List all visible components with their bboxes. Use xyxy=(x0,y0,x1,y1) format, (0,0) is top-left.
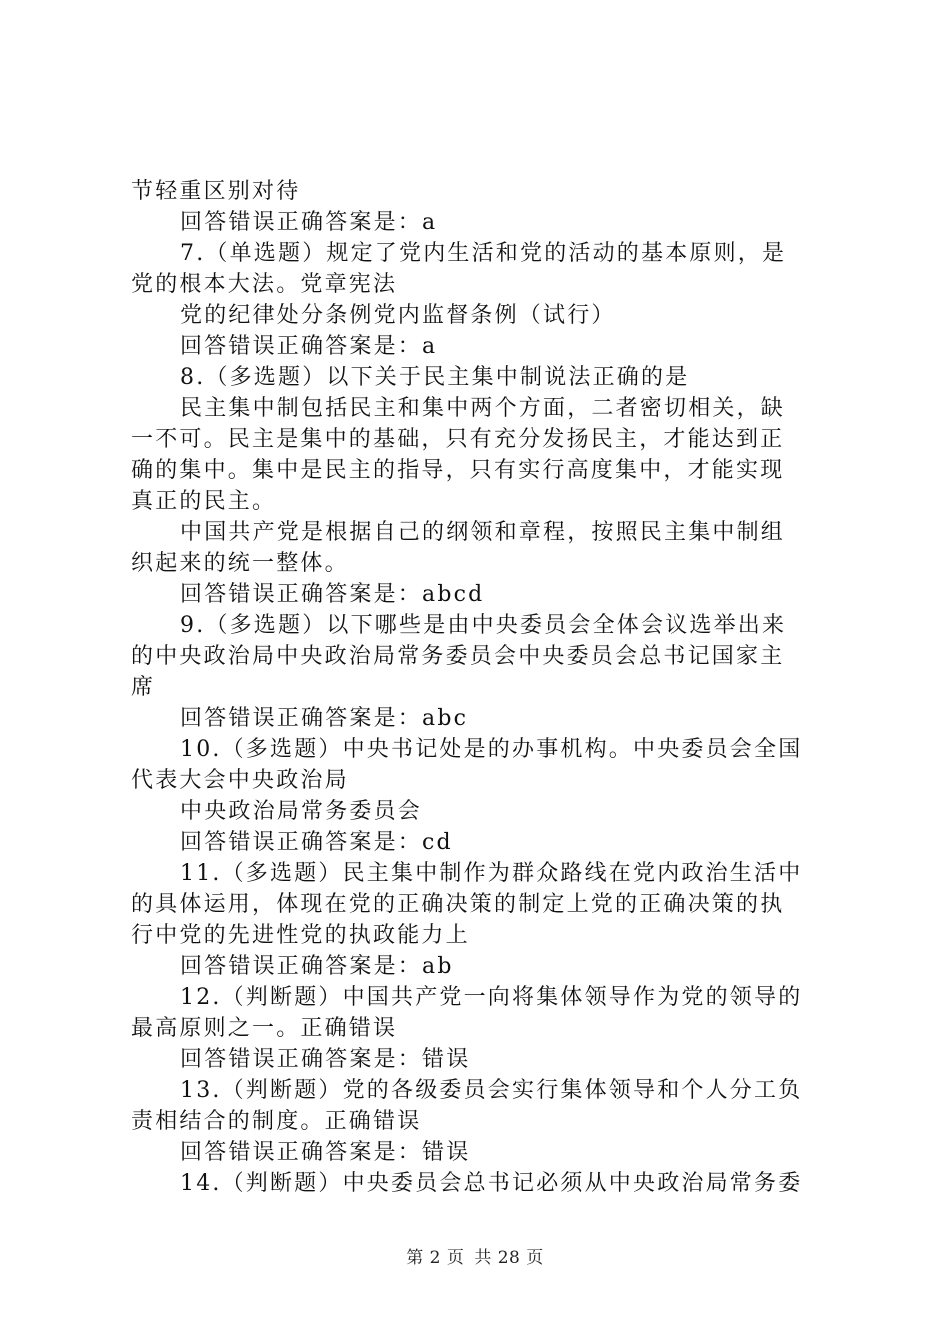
text-line: 回答错误正确答案是：错误 xyxy=(180,1047,471,1072)
text-line: 回答错误正确答案是：abc xyxy=(180,706,469,731)
page-footer xyxy=(0,1243,950,1268)
text-line: 回答错误正确答案是：a xyxy=(180,210,438,235)
text-line: 13.（判断题）党的各级委员会实行集体领导和个人分工负 xyxy=(180,1078,803,1103)
text-line: 织起来的统一整体。 xyxy=(131,551,349,576)
page-total: 共 28 页 xyxy=(474,1248,544,1268)
text-line: 回答错误正确答案是：abcd xyxy=(180,582,485,607)
text-line: 回答错误正确答案是：a xyxy=(180,334,438,359)
text-line: 回答错误正确答案是：cd xyxy=(180,830,453,855)
text-line: 责相结合的制度。正确错误 xyxy=(131,1109,422,1134)
text-line: 回答错误正确答案是：错误 xyxy=(180,1140,471,1165)
text-line: 7.（单选题）规定了党内生活和党的活动的基本原则，是 xyxy=(180,241,787,266)
text-line: 一不可。民主是集中的基础，只有充分发扬民主，才能达到正 xyxy=(131,427,785,452)
text-line: 真正的民主。 xyxy=(131,489,277,514)
text-line: 12.（判断题）中国共产党一向将集体领导作为党的领导的 xyxy=(180,985,803,1010)
text-line: 8.（多选题）以下关于民主集中制说法正确的是 xyxy=(180,365,690,390)
document-body xyxy=(131,176,831,1199)
text-line: 中央政治局常务委员会 xyxy=(180,799,423,824)
text-line: 民主集中制包括民主和集中两个方面，二者密切相关，缺 xyxy=(180,396,786,421)
text-line: 11.（多选题）民主集中制作为群众路线在党内政治生活中 xyxy=(180,861,803,886)
text-line: 最高原则之一。正确错误 xyxy=(131,1016,398,1041)
text-line: 回答错误正确答案是：ab xyxy=(180,954,454,979)
text-line: 确的集中。集中是民主的指导，只有实行高度集中，才能实现 xyxy=(131,458,785,483)
text-line: 党的纪律处分条例党内监督条例（试行） xyxy=(180,303,616,328)
text-line: 党的根本大法。党章宪法 xyxy=(131,272,398,297)
text-line: 的具体运用，体现在党的正确决策的制定上党的正确决策的执 xyxy=(131,892,785,917)
text-line: 代表大会中央政治局 xyxy=(131,768,349,793)
text-line: 行中党的先进性党的执政能力上 xyxy=(131,923,470,948)
text-line: 中国共产党是根据自己的纲领和章程，按照民主集中制组 xyxy=(180,520,786,545)
page-number: 第 2 页 xyxy=(406,1248,465,1268)
text-line: 节轻重区别对待 xyxy=(131,179,301,204)
text-line: 席 xyxy=(131,675,156,700)
text-line: 14.（判断题）中央委员会总书记必须从中央政治局常务委 xyxy=(180,1171,803,1196)
text-line: 9.（多选题）以下哪些是由中央委员会全体会议选举出来 xyxy=(180,613,787,638)
text-line: 的中央政治局中央政治局常务委员会中央委员会总书记国家主 xyxy=(131,644,785,669)
text-line: 10.（多选题）中央书记处是的办事机构。中央委员会全国 xyxy=(180,737,803,762)
